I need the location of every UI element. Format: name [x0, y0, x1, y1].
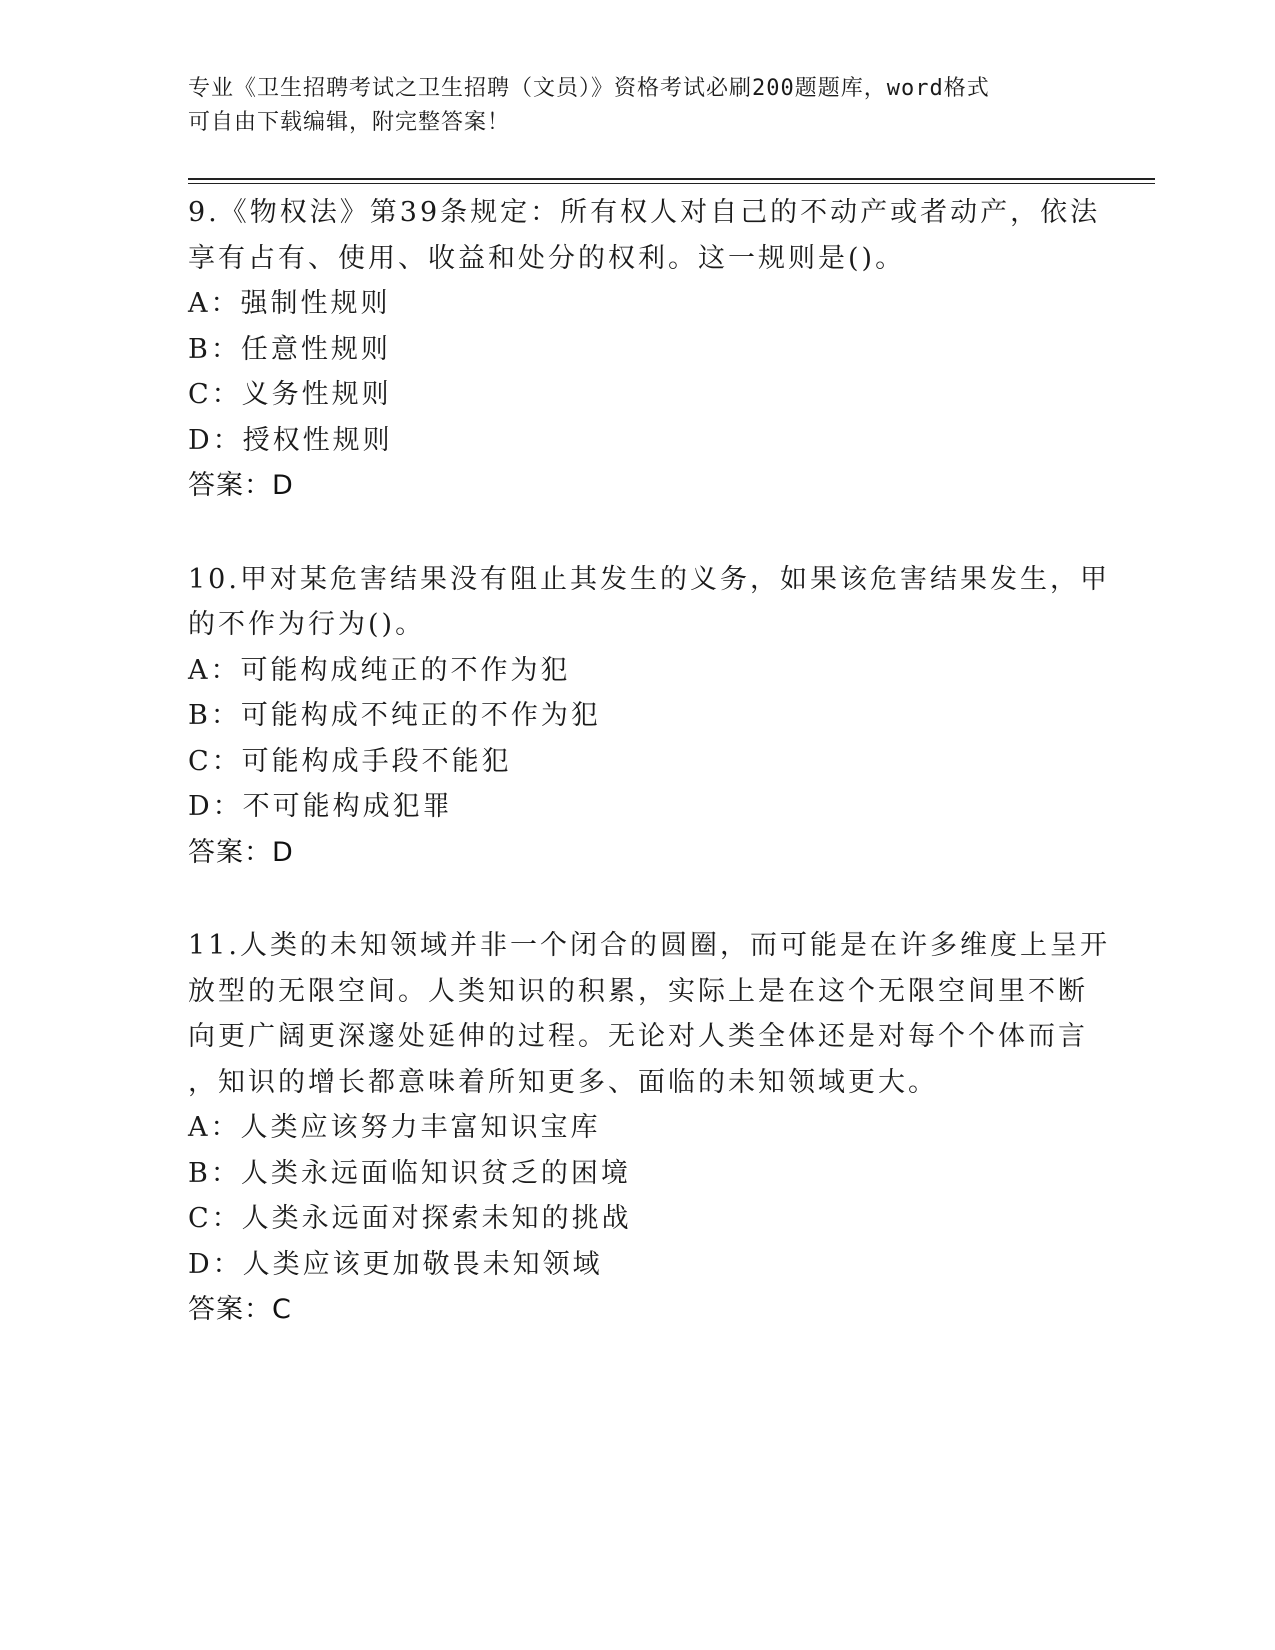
- option-c: C：人类永远面对探索未知的挑战: [188, 1203, 632, 1234]
- question-stem-line: 向更广阔更深邃处延伸的过程。无论对人类全体还是对每个个体而言: [188, 1021, 1088, 1052]
- question-stem-line: 享有占有、使用、收益和处分的权利。这一规则是()。: [188, 242, 906, 274]
- document-header: [188, 72, 1068, 140]
- question-stem-line: 11.人类的未知领域并非一个闭合的圆圈，而可能是在许多维度上呈开: [188, 930, 1110, 961]
- question-11: [188, 923, 1110, 1333]
- answer-line: 答案：D: [188, 470, 294, 501]
- option-b: B：可能构成不纯正的不作为犯: [188, 700, 601, 731]
- question-stem-line: 放型的无限空间。人类知识的积累，实际上是在这个无限空间里不断: [188, 975, 1088, 1007]
- question-stem-line: ，知识的增长都意味着所知更多、面临的未知领域更大。: [188, 1066, 938, 1098]
- option-a: A：人类应该努力丰富知识宝库: [188, 1112, 601, 1143]
- option-b: B：人类永远面临知识贫乏的困境: [188, 1157, 631, 1189]
- option-a: A：可能构成纯正的不作为犯: [188, 654, 571, 686]
- option-d: D：不可能构成犯罪: [188, 791, 453, 822]
- option-a: A：强制性规则: [188, 288, 391, 319]
- question-stem-line: 10.甲对某危害结果没有阻止其发生的义务，如果该危害结果发生，甲: [188, 563, 1110, 595]
- header-divider-thick: [188, 178, 1155, 180]
- question-stem-line: 的不作为行为()。: [188, 609, 426, 640]
- option-d: D：授权性规则: [188, 424, 393, 456]
- question-stem-line: 9.《物权法》第39条规定：所有权人对自己的不动产或者动产，依法: [188, 197, 1101, 228]
- header-divider-thin: [188, 183, 1155, 184]
- option-c: C：可能构成手段不能犯: [188, 745, 512, 777]
- option-b: B：任意性规则: [188, 333, 391, 365]
- question-list: [188, 190, 1110, 1381]
- question-9: [188, 190, 1101, 509]
- option-c: C：义务性规则: [188, 379, 392, 410]
- answer-line: 答案：C: [188, 1294, 292, 1325]
- header-title-line-2: 可自由下载编辑，附完整答案！: [188, 110, 511, 135]
- question-10: [188, 557, 1110, 876]
- answer-line: 答案：D: [188, 836, 294, 868]
- header-title-line-1: 专业《卫生招聘考试之卫生招聘（文员）》资格考试必刷200题题库，word格式: [188, 76, 990, 101]
- option-d: D：人类应该更加敬畏未知领域: [188, 1248, 603, 1280]
